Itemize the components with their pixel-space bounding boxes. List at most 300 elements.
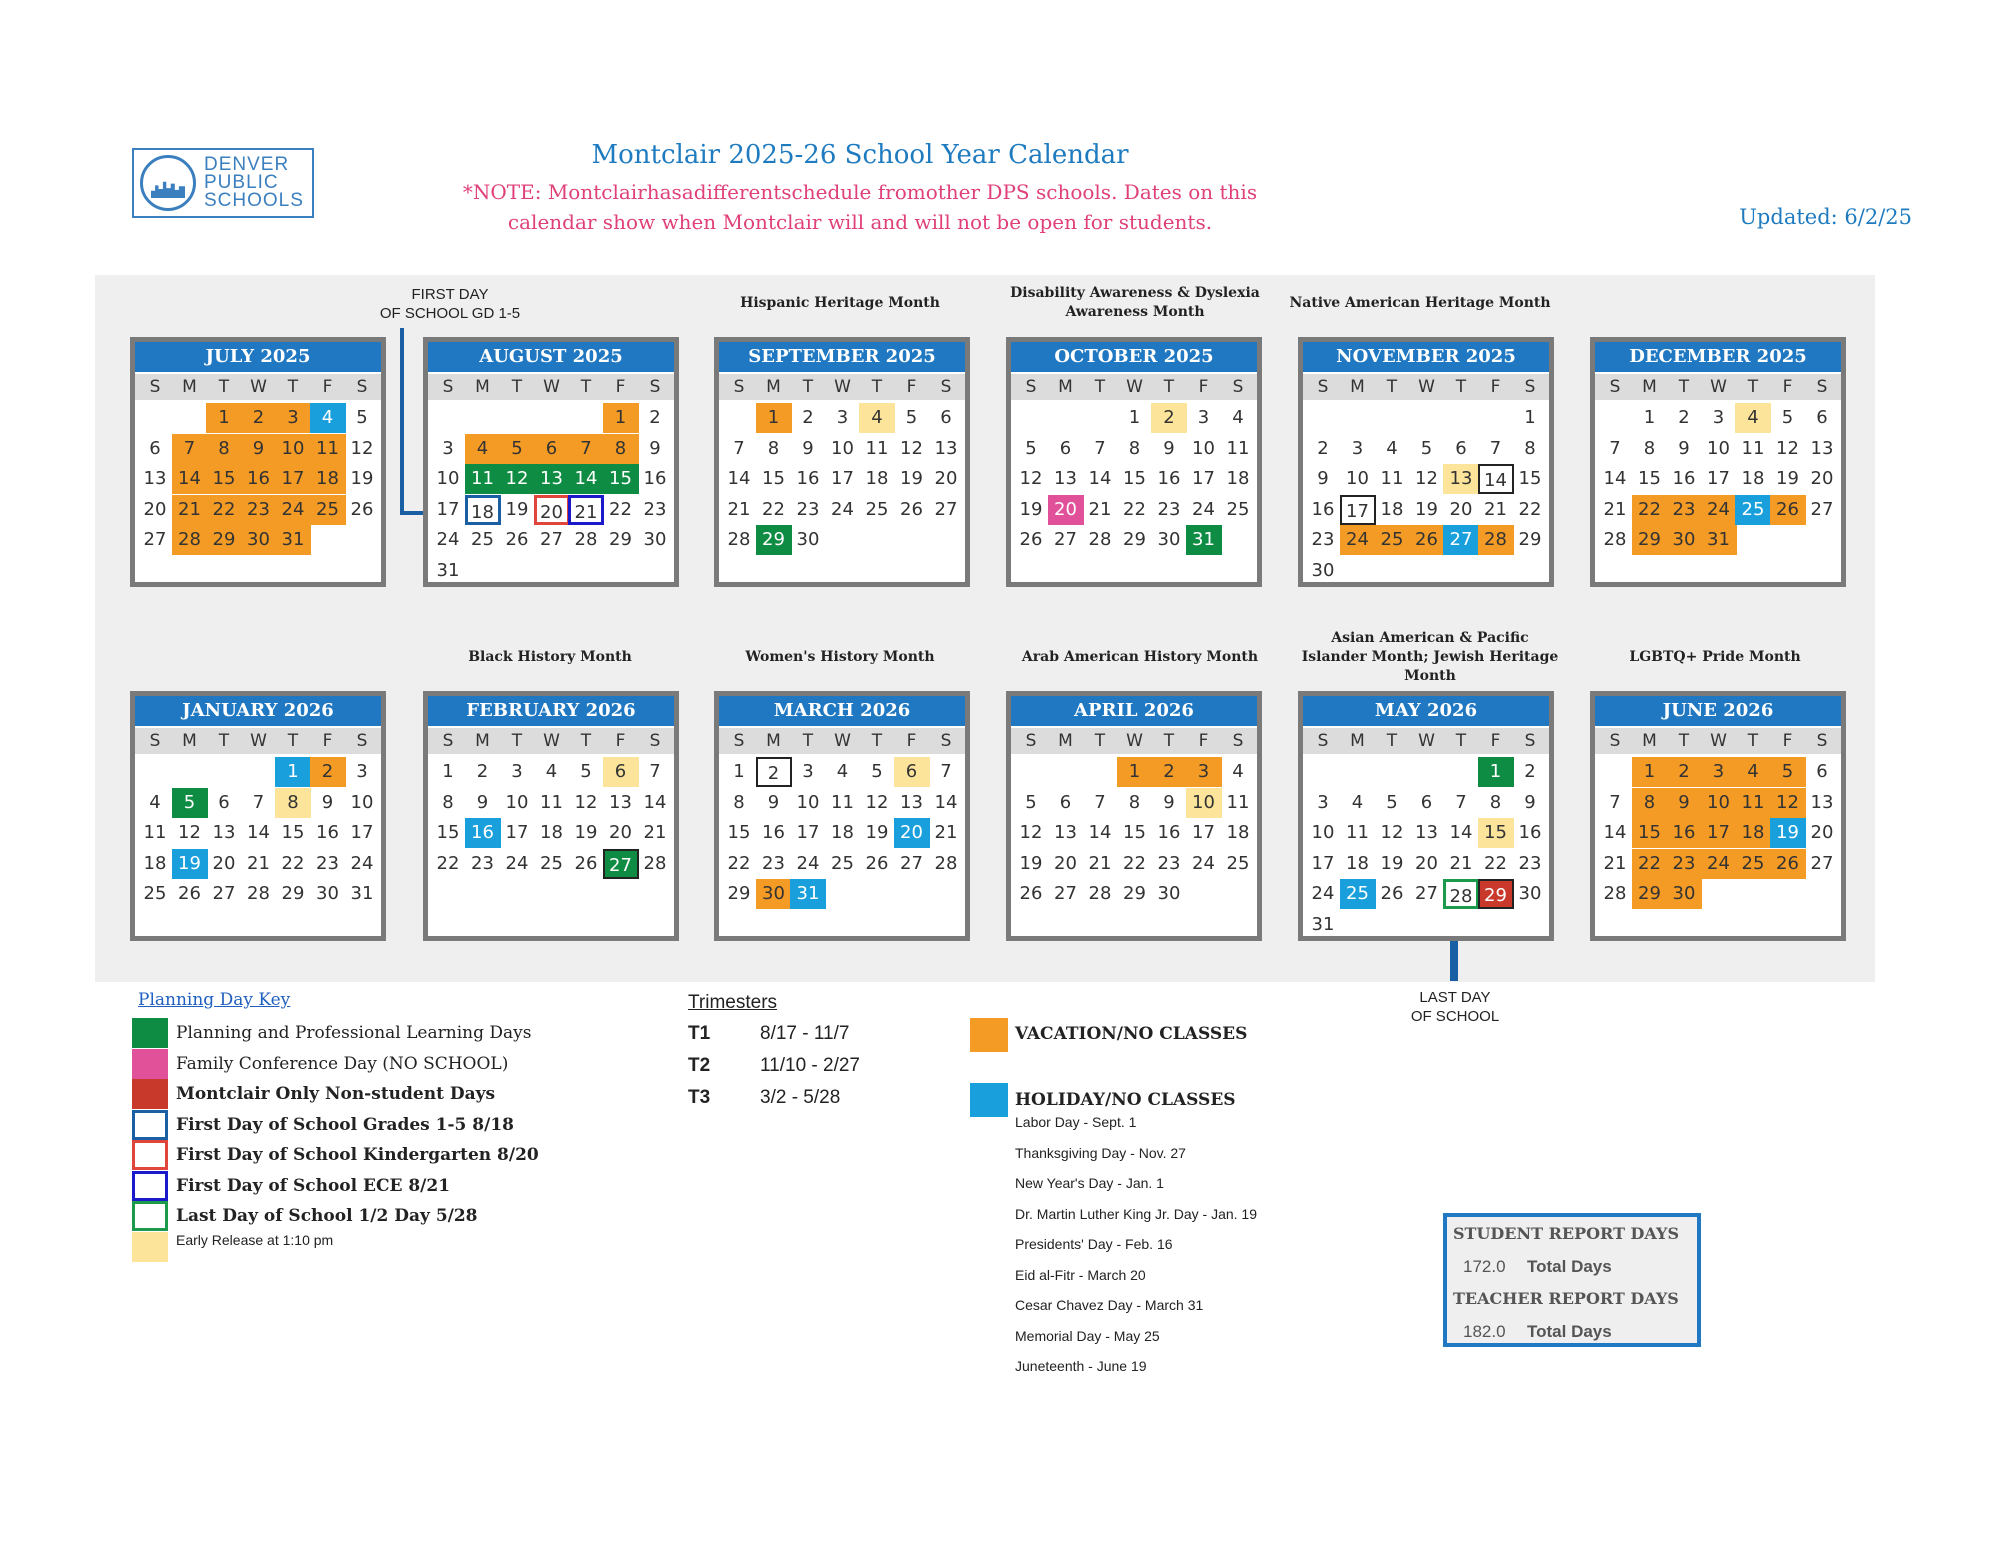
day-cell: 5 [499,434,535,464]
day-cell: 21 [568,495,604,525]
month-calendar [423,337,679,587]
day-cell: 16 [1157,468,1181,489]
day-cell: 12 [1415,468,1438,489]
month-title: DECEMBER 2025 [1595,342,1841,372]
weekday-label: F [615,731,626,751]
day-cell: 15 [1518,468,1542,489]
weekday-label: T [1747,731,1759,751]
day-cell: 26 [1770,495,1806,525]
day-cell: 25 [1374,525,1410,555]
day-cell: 20 [894,818,930,848]
month-calendar [423,691,679,941]
day-cell: 24 [436,529,460,550]
weekday-label: W [250,731,267,751]
day-cell: 28 [1603,883,1627,904]
day-cell: 14 [172,464,208,494]
day-cell: 29 [727,883,751,904]
day-cell: 30 [643,529,667,550]
weekday-label: W [543,731,560,751]
day-cell: 3 [1197,407,1210,428]
day-cell: 9 [1666,788,1702,818]
day-cell: 8 [733,791,745,813]
day-cell: 3 [1317,791,1329,813]
day-cell: 26 [1019,883,1043,904]
day-cell: 27 [1810,852,1834,874]
weekday-header [135,374,381,400]
day-cell: 29 [1632,879,1668,909]
weekday-label: F [322,731,333,751]
day-cell: 2 [1151,403,1187,433]
weekday-label: T [1163,377,1175,397]
observance-label: LGBTQ+ Pride Month [1629,649,1801,665]
day-cell: 4 [465,434,501,464]
day-cell: 11 [1226,791,1250,813]
legend-swatch [132,1232,168,1262]
weekday-label: F [1490,731,1501,751]
day-cell: 16 [241,464,277,494]
day-cell: 11 [1735,788,1771,818]
weekday-label: M [1350,377,1365,397]
day-cell: 1 [206,403,242,433]
day-cell: 31 [275,525,311,555]
day-cell: 21 [1484,498,1507,520]
day-cell: 3 [1701,757,1737,787]
day-cell: 9 [1163,437,1175,459]
day-cell: 24 [1701,849,1737,879]
weekday-label: S [1317,731,1329,751]
month-calendar [1590,337,1846,587]
day-cell: 16 [643,468,667,489]
day-cell: 27 [212,883,236,904]
day-cell: 13 [1810,791,1834,813]
day-cell: 6 [1455,437,1467,459]
day-cell: 20 [1810,822,1834,843]
day-cell: 12 [1770,788,1806,818]
day-cell: 25 [1735,495,1771,525]
day-cell: 5 [871,761,883,782]
day-cell: 29 [1518,529,1542,550]
holiday-item: New Year's Day - Jan. 1 [1015,1175,1164,1191]
day-cell: 24 [275,495,311,525]
day-cell: 15 [436,822,460,843]
day-cell: 14 [1603,468,1627,489]
day-cell: 4 [1735,757,1771,787]
weekday-header [135,728,381,754]
weekday-label: T [1094,377,1106,397]
legend-label: First Day of School ECE 8/21 [176,1175,451,1196]
weekday-label: M [182,377,197,397]
day-cell: 10 [1346,468,1369,489]
day-cell: 9 [649,437,661,459]
weekday-label: W [1418,377,1435,397]
weekday-label: M [1058,377,1073,397]
weekday-label: F [1490,377,1501,397]
day-cell: 21 [727,498,751,520]
day-cell: 13 [143,468,167,489]
holiday-item: Thanksgiving Day - Nov. 27 [1015,1144,1186,1161]
day-cell: 7 [1609,437,1621,459]
weekday-label: T [287,731,299,751]
weekday-label: T [218,731,230,751]
day-cell: 16 [1157,822,1181,843]
day-cell: 25 [540,852,563,874]
day-cell: 8 [1524,437,1536,459]
weekday-label: W [1126,377,1143,397]
day-cell: 9 [1163,791,1175,813]
day-cell: 28 [574,529,598,550]
day-cell: 2 [241,403,277,433]
day-cell: 31 [1311,913,1335,935]
month-title: JANUARY 2026 [135,696,381,726]
day-cell: 10 [1311,822,1335,843]
day-cell: 19 [1019,852,1043,874]
day-cell: 26 [900,498,923,520]
day-cell: 1 [1632,757,1668,787]
day-cell: 17 [1311,852,1335,874]
day-cell: 2 [310,757,346,787]
day-cell: 27 [934,498,958,520]
day-cell: 12 [499,464,535,494]
day-cell: 6 [603,757,639,787]
day-cell: 23 [471,852,494,874]
weekday-label: S [1609,377,1621,397]
day-cell: 18 [1735,818,1771,848]
day-cell: 25 [865,498,889,520]
vacation-label: VACATION/NO CLASSES [1015,1024,1248,1044]
day-cell: 4 [859,403,895,433]
day-cell: 3 [442,437,454,459]
day-cell: 8 [1489,791,1502,813]
day-cell: 4 [1232,761,1244,782]
day-cell: 28 [1478,525,1514,555]
month-title: OCTOBER 2025 [1011,342,1257,372]
day-cell: 9 [476,791,489,813]
day-cell: 18 [540,822,563,843]
day-cell: 12 [900,437,923,459]
day-cell: 21 [1603,852,1627,874]
legend-label: Montclair Only Non-student Days [176,1084,496,1104]
day-cell: 5 [1420,437,1433,459]
day-cell: 7 [940,761,952,782]
day-cell: 17 [1707,468,1730,489]
day-cell: 10 [505,791,529,813]
day-cell: 15 [1638,468,1661,489]
month-calendar [1590,691,1846,941]
weekday-label: F [1198,377,1209,397]
day-cell: 11 [1380,468,1404,489]
day-cell: 23 [1157,498,1181,520]
day-cell: 1 [1478,757,1514,787]
day-cell: 20 [1415,852,1438,874]
day-cell: 19 [1776,468,1799,489]
day-cell: 1 [275,757,311,787]
day-cell: 11 [143,822,167,843]
day-cell: 29 [756,525,792,555]
weekday-header [428,374,674,400]
day-cell: 28 [247,883,270,904]
day-cell: 1 [756,403,792,433]
day-cell: 23 [316,852,339,874]
day-cell: 12 [574,791,598,813]
day-cell: 26 [1380,883,1404,904]
day-cell: 14 [1478,464,1514,494]
month-calendar [1006,337,1262,587]
day-cell: 29 [1478,879,1514,909]
day-cell: 6 [149,437,161,459]
day-cell: 24 [350,852,374,874]
day-cell: 13 [900,791,923,813]
legend-label: Last Day of School 1/2 Day 5/28 [176,1206,478,1226]
day-cell: 8 [1128,791,1141,813]
dps-logo [132,148,314,218]
weekday-label: S [1232,377,1244,397]
weekday-label: S [1524,377,1536,397]
day-cell: 17 [275,464,311,494]
day-cell: 14 [1603,822,1627,843]
legend-label: Planning and Professional Learning Days [176,1023,532,1043]
day-cell: 9 [321,791,334,813]
day-cell: 29 [281,883,305,904]
weekday-label: S [149,377,161,397]
weekday-label: T [580,731,592,751]
day-cell: 27 [540,529,563,550]
day-cell: 19 [900,468,923,489]
day-cell: 30 [796,529,820,550]
day-cell: 28 [643,852,667,874]
day-cell: 19 [172,849,208,879]
day-cell: 21 [1603,498,1627,520]
day-cell: 22 [206,495,242,525]
weekday-label: W [1126,731,1143,751]
day-cell: 22 [762,498,785,520]
day-cell: 22 [609,498,632,520]
day-cell: 23 [762,852,785,874]
day-cell: 11 [1741,437,1765,459]
weekday-label: S [149,731,161,751]
day-cell: 7 [172,434,208,464]
month-calendar [714,337,970,587]
page-title: Montclair 2025-26 School Year Calendar [591,140,1129,170]
day-cell: 30 [241,525,277,555]
weekday-label: F [1782,731,1793,751]
day-cell: 27 [1443,525,1479,555]
day-cell: 14 [727,468,751,489]
day-cell: 6 [218,791,230,813]
day-cell: 27 [143,529,167,550]
weekday-label: T [1386,731,1398,751]
day-cell: 14 [934,791,958,813]
holiday-item: Labor Day - Sept. 1 [1015,1114,1137,1130]
day-cell: 9 [1524,791,1536,813]
day-cell: 7 [649,761,661,782]
trimester-row: T1 8/17 - 11/7 [688,1023,850,1044]
day-cell: 4 [836,761,849,782]
day-cell: 4 [310,403,346,433]
weekday-label: W [250,377,267,397]
day-cell: 12 [178,822,201,843]
weekday-label: S [1816,731,1828,751]
month-title: MARCH 2026 [719,696,965,726]
day-cell: 22 [436,852,460,874]
day-cell: 17 [1192,468,1215,489]
day-cell: 6 [534,434,570,464]
day-cell: 5 [905,407,918,428]
day-cell: 23 [643,498,667,520]
day-cell: 14 [568,464,604,494]
day-cell: 18 [1380,498,1404,520]
day-cell: 1 [1117,757,1153,787]
day-cell: 10 [350,791,374,813]
day-cell: 31 [1701,525,1737,555]
day-cell: 28 [1088,529,1112,550]
day-cell: 3 [1186,757,1222,787]
legend-label: Early Release at 1:10 pm [176,1231,334,1248]
holiday-item: Cesar Chavez Day - March 31 [1015,1297,1204,1313]
day-cell: 7 [252,791,265,813]
day-cell: 7 [1489,437,1502,459]
day-cell: 29 [1123,529,1146,550]
weekday-header [1303,374,1549,400]
day-cell: 27 [1054,529,1077,550]
day-cell: 21 [172,495,208,525]
weekday-header [1595,374,1841,400]
day-cell: 23 [241,495,277,525]
day-cell: 18 [1741,468,1765,489]
day-cell: 27 [603,849,639,879]
day-cell: 13 [934,437,958,459]
weekday-label: T [580,377,592,397]
weekday-label: T [1678,377,1690,397]
holiday-label: HOLIDAY/NO CLASSES [1015,1090,1236,1110]
day-cell: 10 [1192,437,1215,459]
day-cell: 2 [756,757,792,787]
day-cell: 6 [1816,761,1828,782]
day-cell: 19 [865,822,889,843]
weekday-label: S [1232,731,1244,751]
holiday-item: Memorial Day - May 25 [1015,1327,1160,1344]
day-cell: 30 [756,879,792,909]
weekday-header [428,728,674,754]
day-cell: 22 [1518,498,1542,520]
day-cell: 2 [802,407,814,428]
holiday-item: Presidents' Day - Feb. 16 [1015,1236,1173,1252]
day-cell: 14 [1449,822,1473,843]
day-cell: 18 [465,495,501,525]
day-cell: 17 [1701,818,1737,848]
month-calendar [714,691,970,941]
schedule-note: *NOTE: Montclairhasadifferentschedule fromother DPS schools. Dates on this calendar show when Montclair will and will not be open for students. [462,180,1258,234]
weekday-label: T [1747,377,1759,397]
day-cell: 1 [1128,407,1141,428]
weekday-label: F [615,377,626,397]
day-cell: 5 [172,788,208,818]
day-cell: 11 [1346,822,1369,843]
day-cell: 23 [1666,495,1702,525]
day-cell: 12 [350,437,374,459]
day-cell: 2 [1317,437,1329,459]
weekday-label: W [1418,731,1435,751]
weekday-label: T [511,377,523,397]
legend-label: Family Conference Day (NO SCHOOL) [176,1053,509,1074]
day-cell: 16 [316,822,339,843]
day-cell: 6 [940,407,952,428]
day-cell: 17 [831,468,854,489]
weekday-label: F [906,377,917,397]
day-cell: 1 [733,761,745,782]
weekday-header [1011,374,1257,400]
weekday-label: S [649,377,661,397]
day-cell: 15 [1478,818,1514,848]
observance-label: Native American Heritage Month [1289,295,1551,311]
day-cell: 10 [1707,437,1730,459]
month-title: MAY 2026 [1303,696,1549,726]
day-cell: 8 [1128,437,1141,459]
weekday-label: F [1198,731,1209,751]
day-cell: 18 [143,852,167,874]
day-cell: 12 [865,791,889,813]
day-cell: 31 [790,879,826,909]
day-cell: 15 [727,822,751,843]
day-cell: 6 [1059,437,1072,459]
day-cell: 20 [534,495,570,525]
day-cell: 10 [831,437,854,459]
day-cell: 14 [643,791,667,813]
weekday-label: T [871,731,883,751]
logo-text: DENVER PUBLIC SCHOOLS [204,154,304,211]
weekday-label: S [442,731,454,751]
day-cell: 8 [275,788,311,818]
month-calendar [1298,691,1554,941]
day-cell: 22 [727,852,751,874]
weekday-label: S [940,377,952,397]
weekday-header [1303,728,1549,754]
day-cell: 9 [1317,468,1329,489]
weekday-label: T [871,377,883,397]
month-calendar [1298,337,1554,587]
day-cell: 13 [212,822,236,843]
day-cell: 26 [350,498,374,520]
day-cell: 9 [241,434,277,464]
legend-label: First Day of School Grades 1-5 8/18 [176,1114,514,1135]
day-cell: 22 [1123,852,1146,874]
day-cell: 29 [609,529,632,550]
day-cell: 5 [356,407,368,428]
day-cell: 25 [1226,498,1250,520]
day-cell: 19 [574,822,598,843]
day-cell: 27 [1810,498,1834,520]
weekday-label: W [834,377,851,397]
day-cell: 15 [1632,818,1668,848]
weekday-label: S [940,731,952,751]
day-cell: 16 [465,818,501,848]
day-cell: 5 [1386,791,1398,813]
weekday-label: T [218,377,230,397]
day-cell: 11 [1226,437,1250,459]
weekday-label: T [1455,377,1467,397]
day-cell: 22 [1632,495,1668,525]
day-cell: 19 [350,468,374,489]
legend-title[interactable]: Planning Day Key [138,990,291,1010]
day-cell: 8 [1643,437,1656,459]
day-cell: 11 [540,791,563,813]
month-title: SEPTEMBER 2025 [719,342,965,372]
day-cell: 11 [831,791,854,813]
day-cell: 24 [1192,852,1215,874]
day-cell: 4 [1232,407,1244,428]
day-cell: 31 [350,883,374,904]
day-cell: 16 [1672,468,1696,489]
month-calendar [1006,691,1262,941]
